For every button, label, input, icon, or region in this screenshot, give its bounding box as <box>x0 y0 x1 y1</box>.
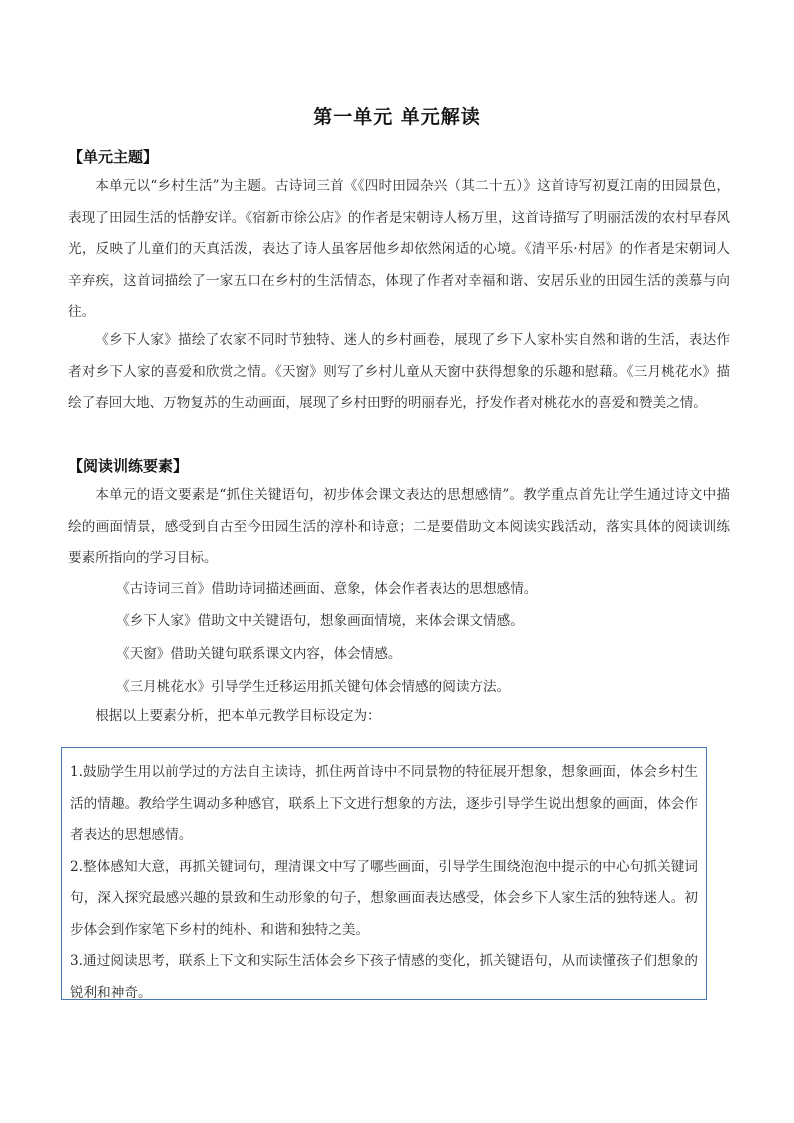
teaching-goal-1: 1.鼓励学生用以前学过的方法自主读诗，抓住两首诗中不同景物的特征展开想象，想象画面，体会乡村生活的情趣。教给学生调动多种感官，联系上下文进行想象的方法，逐步引导学生说出想象的画面，体会作者表达的思想感情。 <box>70 764 698 843</box>
teaching-goal-2: 2.整体感知大意，再抓关键词句，理清课文中写了哪些画面，引导学生围绕泡泡中提示的中心句抓关键词句，深入探究最感兴趣的景致和生动形象的句子，想象画面表达感受，体会乡下人家生活的独特迷人。初步体会到作家笔下乡村的纯朴、和谐和独特之美。 <box>70 858 698 938</box>
section-heading-theme: 【单元主题】 <box>68 148 159 166</box>
teaching-goal-3: 3.通过阅读思考，联系上下文和实际生活体会乡下孩子情感的变化，抓关键语句，从而读懂孩子们想象的锐利和神奇。 <box>70 953 698 1001</box>
theme-paragraph-1: 本单元以“乡村生活”为主题。古诗词三首《《四时田园杂兴（其二十五）》这首诗写初夏江南的田园景色，表现了田园生活的恬静安详。《宿新市徐公店》的作者是宋朝诗人杨万里，这首诗描写了明丽活泼的农村早春风光，反映了儿童们的天真活泼，表达了诗人虽客居他乡却依然闲适的心境。《清平乐·村居》的作者是宋朝词人辛弃疾，这首词描绘了一家五口在乡村的生活情态，体现了作者对幸福和谐、安居乐业的田园生活的羡慕与向往。 <box>68 178 730 320</box>
section-heading-reading: 【阅读训练要素】 <box>68 457 189 475</box>
reading-item-3: 《天窗》借助关键句联系课文内容，体会情感。 <box>116 646 402 662</box>
teaching-goals-box <box>61 747 707 1000</box>
reading-item-1: 《古诗词三首》借助诗词描述画面、意象，体会作者表达的思想感情。 <box>116 581 538 597</box>
page-title: 第一单元 单元解读 <box>313 106 481 128</box>
reading-intro-paragraph: 本单元的语文要素是“抓住关键语句，初步体会课文表达的思想感情”。教学重点首先让学生通过诗文中描绘的画面情景，感受到自古至今田园生活的淳朴和诗意；二是要借助文本阅读实践活动，落实具体的阅读训练要素所指向的学习目标。 <box>68 487 730 566</box>
theme-paragraph-2: 《乡下人家》描绘了农家不同时节独特、迷人的乡村画卷，展现了乡下人家朴实自然和谐的生活，表达作者对乡下人家的喜爱和欣赏之情。《天窗》则写了乡村儿童从天窗中获得想象的乐趣和慰藉。《三月桃花水》描绘了春回大地、万物复苏的生动画面，展现了乡村田野的明丽春光，抒发作者对桃花水的喜爱和赞美之情。 <box>68 332 730 411</box>
reading-item-4: 《三月桃花水》引导学生迁移运用抓关键句体会情感的阅读方法。 <box>116 679 511 695</box>
reading-conclusion: 根据以上要素分析，把本单元教学目标设定为： <box>95 708 381 724</box>
reading-item-2: 《乡下人家》借助文中关键语句，想象画面情境，来体会课文情感。 <box>116 613 524 629</box>
